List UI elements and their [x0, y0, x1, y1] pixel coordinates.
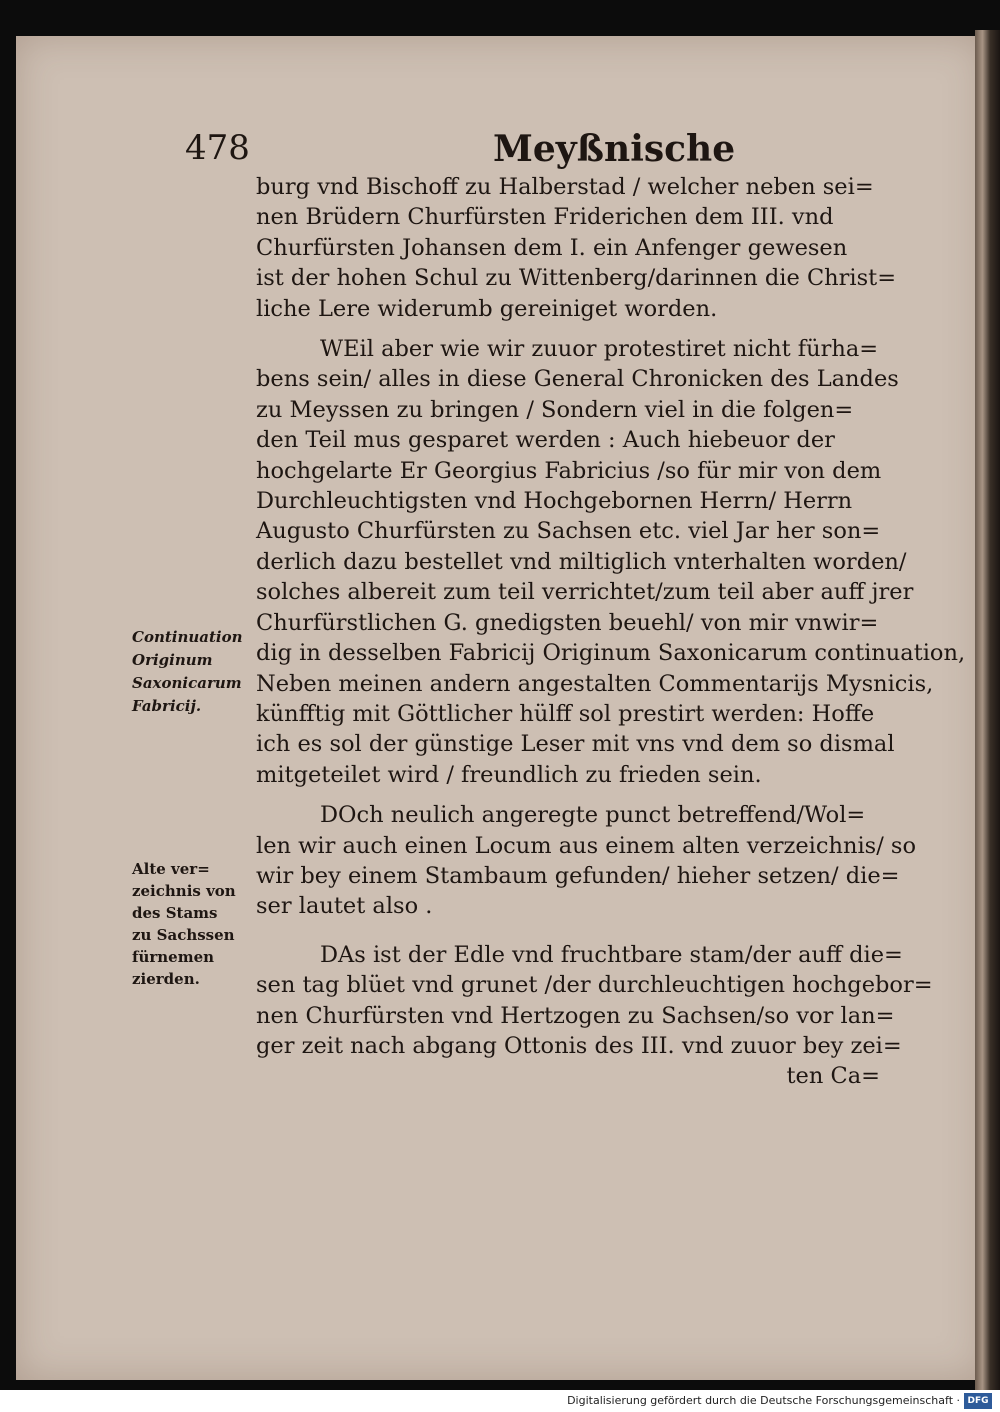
text-line: Augusto Churfürsten zu Sachsen etc. viel Jar her son=	[256, 518, 881, 545]
text-line: DAs ist der Edle vnd fruchtbare stam/der auff die=	[320, 941, 903, 968]
margin-note-line: des Stams	[132, 904, 218, 922]
text-line: den Teil mus gesparet werden : Auch hiebeuor der	[256, 427, 835, 454]
footer-credit: Digitalisierung gefördert durch die Deutsche Forschungsgemeinschaft ·	[567, 1394, 960, 1407]
margin-note-line: zu Sachssen	[132, 926, 235, 944]
text-line: solches albereit zum teil verrichtet/zum teil aber auff jrer	[256, 579, 914, 606]
page-header	[185, 128, 885, 178]
text-line: Neben meinen andern angestalten Commentarijs Mysnicis,	[256, 670, 934, 697]
text-line: nen Brüdern Churfürsten Friderichen dem III. vnd	[256, 204, 834, 231]
text-line: liche Lere widerumb gereiniget worden.	[256, 295, 718, 322]
paragraph-gap	[256, 324, 880, 334]
text-line: derlich dazu bestellet vnd miltiglich vnterhalten worden/	[256, 548, 907, 575]
text-line: ist der hohen Schul zu Wittenberg/darinnen die Christ=	[256, 265, 897, 292]
text-line: len wir auch einen Locum aus einem alten verzeichnis/ so	[256, 832, 917, 859]
text-line: mitgeteilet wird / freundlich zu frieden sein.	[256, 761, 762, 788]
page-number: 478	[185, 128, 250, 168]
text-line: künfftig mit Göttlicher hülff sol prestirt werden: Hoffe	[256, 700, 875, 727]
margin-note-continuation	[132, 626, 254, 718]
text-line: wir bey einem Stambaum gefunden/ hieher setzen/ die=	[256, 862, 900, 889]
text-line: Churfürsten Johansen dem I. ein Anfenger gewesen	[256, 234, 848, 261]
dfg-logo-icon: DFG	[964, 1393, 992, 1409]
margin-note-line: zierden.	[132, 970, 200, 988]
text-line: ich es sol der günstige Leser mit vns vnd dem so dismal	[256, 731, 895, 758]
paragraph-2	[256, 334, 966, 790]
text-line: bens sein/ alles in diese General Chronicken des Landes	[256, 366, 899, 393]
paragraph-1	[256, 172, 897, 324]
margin-note-line: Saxonicarum	[132, 674, 242, 692]
text-line: zu Meyssen zu bringen / Sondern viel in die folgen=	[256, 396, 854, 423]
main-text	[256, 172, 966, 1092]
text-line: WEil aber wie wir zuuor protestiret nicht fürha=	[320, 336, 879, 363]
margin-note-line: Continuation	[132, 628, 243, 646]
text-line: ser lautet also .	[256, 893, 433, 920]
paragraph-4	[256, 940, 933, 1092]
margin-note-line: Alte ver=	[132, 860, 210, 878]
paragraph-gap	[256, 922, 880, 940]
margin-note-line: Originum	[132, 651, 213, 669]
text-line: sen tag blüet vnd grunet /der durchleuchtigen hochgebor=	[256, 972, 933, 999]
paragraph-gap	[256, 790, 880, 800]
paragraph-3	[256, 800, 917, 922]
margin-note-line: zeichnis von	[132, 882, 236, 900]
margin-note-line: fürnemen	[132, 948, 215, 966]
catchword: ten Ca=	[786, 1063, 880, 1090]
text-line: DOch neulich angeregte punct betreffend/Wol=	[320, 802, 866, 829]
digitization-footer	[0, 1390, 1000, 1412]
text-line: Churfürstlichen G. gnedigsten beuehl/ von mir vnwir=	[256, 609, 879, 636]
text-line: ger zeit nach abgang Ottonis des III. vnd zuuor bey zei=	[256, 1032, 902, 1059]
margin-note-verzeichnis	[132, 858, 254, 990]
book-edge	[975, 30, 1000, 1390]
text-line: hochgelarte Er Georgius Fabricius /so für mir von dem	[256, 457, 882, 484]
running-head: Meyßnische	[493, 128, 736, 170]
text-line: Durchleuchtigsten vnd Hochgebornen Herrn/ Herrn	[256, 488, 853, 515]
margin-note-line: Fabricij.	[132, 697, 202, 715]
text-line: burg vnd Bischoff zu Halberstad / welcher neben sei=	[256, 174, 874, 200]
text-line: dig in desselben Fabricij Originum Saxonicarum continuation,	[256, 640, 966, 667]
text-line: nen Churfürsten vnd Hertzogen zu Sachsen/so vor lan=	[256, 1002, 895, 1029]
